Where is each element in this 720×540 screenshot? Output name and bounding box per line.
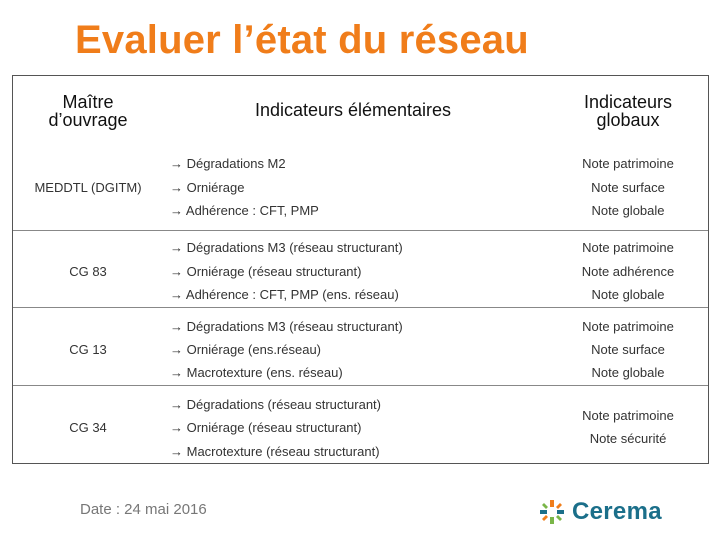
global-indicator: Note globale bbox=[591, 365, 665, 380]
indicator-item: → Orniérage (réseau structurant) bbox=[170, 420, 362, 435]
cerema-logo bbox=[538, 494, 662, 530]
owner-cell: MEDDTL (DGITM) bbox=[34, 180, 142, 195]
header-owner-line1: Maître bbox=[62, 92, 114, 112]
row-divider bbox=[13, 385, 708, 386]
global-indicator: Note sécurité bbox=[589, 431, 667, 446]
footer-date: Date : 24 mai 2016 bbox=[80, 501, 207, 518]
header-owner-line2: d’ouvrage bbox=[48, 110, 128, 130]
global-indicator: Note globale bbox=[591, 287, 665, 302]
indicator-item: → Adhérence : CFT, PMP (ens. réseau) bbox=[170, 287, 399, 302]
header-global-line1: Indicateurs bbox=[583, 92, 673, 112]
header-global bbox=[543, 93, 713, 129]
indicator-item: → Dégradations M2 bbox=[170, 156, 286, 171]
indicator-item: → Orniérage (ens.réseau) bbox=[170, 342, 322, 357]
global-indicator: Note adhérence bbox=[581, 264, 675, 279]
global-indicator: Note surface bbox=[591, 342, 665, 357]
global-indicator: Note patrimoine bbox=[582, 408, 674, 423]
indicator-item: → Adhérence : CFT, PMP bbox=[170, 203, 319, 218]
cerema-logo-text: Cerema bbox=[572, 498, 662, 525]
owner-cell: CG 13 bbox=[69, 342, 107, 357]
header-global-line2: globaux bbox=[596, 110, 660, 130]
global-indicator: Note patrimoine bbox=[582, 240, 674, 255]
header-owner bbox=[23, 93, 153, 129]
global-indicator: Note patrimoine bbox=[582, 319, 674, 334]
global-indicator: Note globale bbox=[591, 203, 665, 218]
indicator-item: → Orniérage (réseau structurant) bbox=[170, 264, 362, 279]
row-divider bbox=[13, 307, 708, 308]
global-indicator: Note patrimoine bbox=[582, 156, 674, 171]
global-indicator: Note surface bbox=[591, 180, 665, 195]
indicator-item: → Dégradations M3 (réseau structurant) bbox=[170, 240, 403, 255]
network-state-table bbox=[12, 75, 709, 464]
indicator-item: → Dégradations (réseau structurant) bbox=[170, 397, 381, 412]
indicator-item: → Macrotexture (réseau structurant) bbox=[170, 444, 380, 459]
owner-cell: CG 83 bbox=[69, 264, 107, 279]
cerema-logo-icon bbox=[538, 498, 566, 526]
row-divider bbox=[13, 230, 708, 231]
header-indicators: Indicateurs élémentaires bbox=[254, 100, 452, 120]
indicator-item: → Dégradations M3 (réseau structurant) bbox=[170, 319, 403, 334]
page-title: Evaluer l’état du réseau bbox=[75, 18, 529, 62]
indicator-item: → Orniérage bbox=[170, 180, 245, 195]
indicator-item: → Macrotexture (ens. réseau) bbox=[170, 365, 343, 380]
owner-cell: CG 34 bbox=[69, 420, 107, 435]
